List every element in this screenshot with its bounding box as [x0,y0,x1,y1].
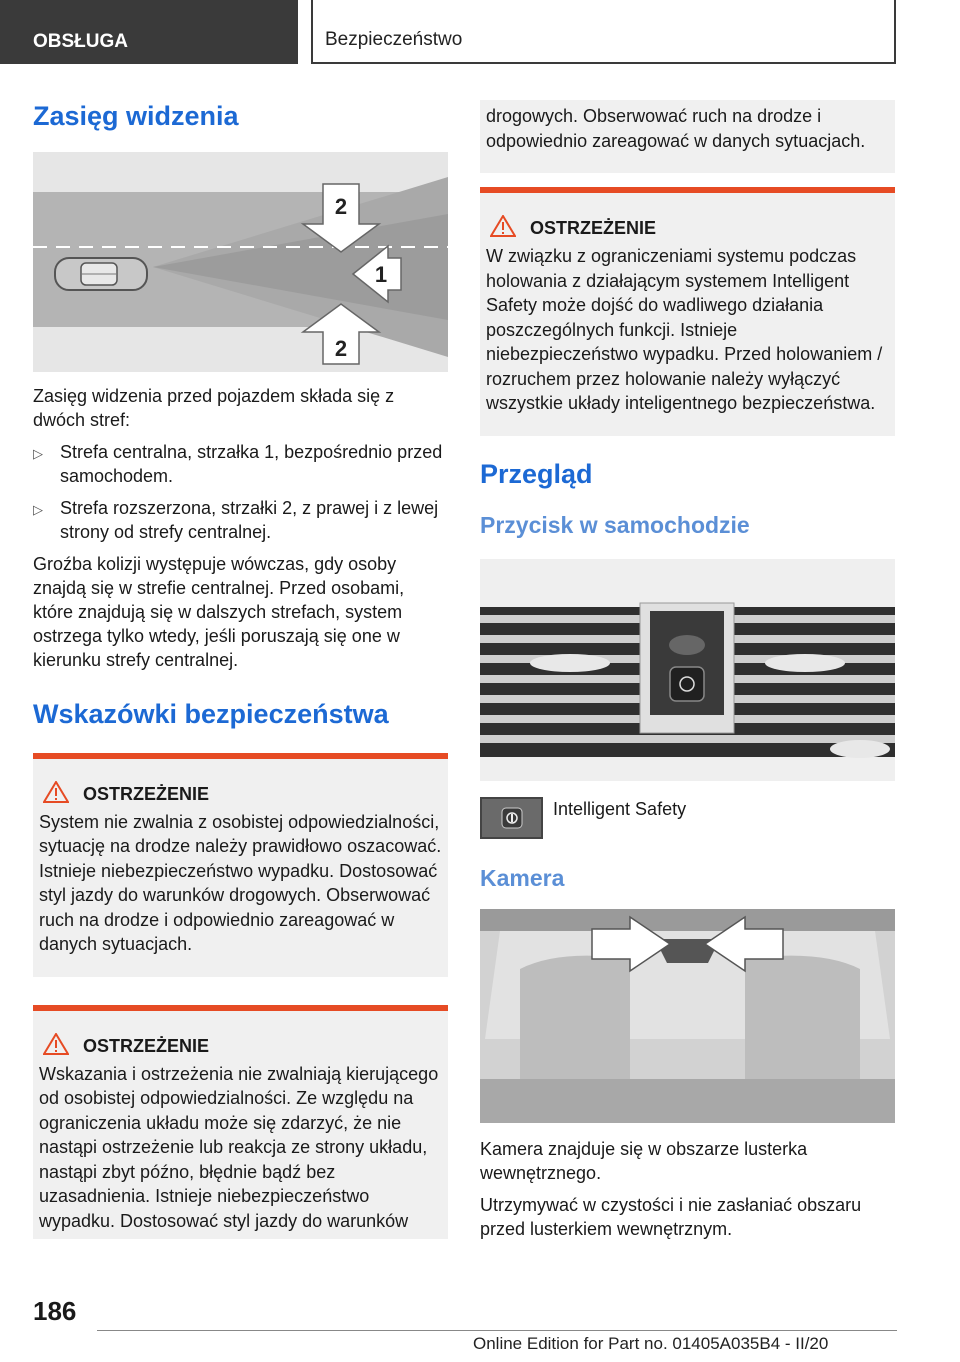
edition-note: Online Edition for Part no. 01405A035B4 - II/20 [473,1334,829,1353]
warning-box [33,1005,448,1240]
list-item: ▷ Strefa centralna, strzałka 1, bezpośrednio przed samochodem. [33,442,443,487]
section-title-field-of-view: Zasięg widzenia [33,101,239,131]
arrow-label-2-bottom: 2 [334,336,348,362]
field-of-view-diagram [33,152,448,372]
warning-text: W związku z ograniczeniami systemu podczas holowania z działającym systemem Intelligent Safety może dojść do wadliwego działania poszczególnych funkcji. Istnieje niebezpieczeństwo wypadku. Przed holowaniem / rozruchem przez holowanie należy wyłączyć wszystkie układy inteligentnego bezpieczeństwa. [486,246,883,413]
left-column [33,96,448,1239]
section-tab: OBSŁUGA [0,0,298,64]
list-item: ▷ Strefa rozszerzona, strzałki 2, z prawej i z lewej strony od strefy centralnej. [33,498,439,543]
subsection-title-camera: Kamera [480,865,565,892]
page-number: 186 [33,1296,77,1326]
camera-location-text: Kamera znajduje się w obszarze lusterka wewnętrznego. [480,1139,808,1184]
warning-text: System nie zwalnia z osobistej odpowiedzialności, sytuację na drodze należy prawidłowo oszacować. Istnieje niebezpieczeństwo wypadku. Dostosować styl jazdy do warunków drogowych. Obserwować ruch na drodze i odpowiednio zareagować w danych sytuacjach. [39,811,442,955]
intelligent-safety-icon [480,797,543,839]
warning-title: OSTRZEŻENIE [83,783,210,804]
bullet-triangle-icon: ▷ [33,446,43,462]
chapter-tab: Bezpieczeństwo [311,0,896,64]
warning-triangle-icon [39,1033,83,1060]
camera-clean-text: Utrzymywać w czystości i nie zasłaniać obszaru przed lusterkiem wewnętrznym. [480,1195,862,1240]
warning-box [33,753,448,977]
warning-continuation: drogowych. Obserwować ruch na drodze i odpowiednio zareagować w danych sytuacjach. [480,100,895,173]
collision-paragraph: Groźba kolizji występuje wówczas, gdy osoby znajdą się w strefie centralnej. Przed osobami, które znajdują się w dalszych strefach, system ostrzega tylko wtedy, jeśli poruszają się one w kierunku strefy centralnej. [33,554,405,671]
field-of-view-intro: Zasięg widzenia przed pojazdem składa się z dwóch stref: [33,386,395,431]
warning-title: OSTRZEŻENIE [530,218,657,238]
warning-text: Wskazania i ostrzeżenia nie zwalniają kierującego od osobistej odpowiedzialności. Ze względu na ograniczenia układu może się zdarzyć, że nie nastąpi ostrzeżenie lub reakcja ze strony układu, nastąpi zbyt późno, błędnie bądź bez uzasadnienia. Istnieje niebezpieczeństwo wypadku. Dostosować styl jazdy do warunków [39,1063,439,1231]
button-label: Intelligent Safety [553,799,687,820]
warning-triangle-icon [486,215,530,242]
warning-title: OSTRZEŻENIE [83,1035,210,1056]
center-console-button-photo [480,559,895,781]
section-title-safety: Wskazówki bezpieczeństwa [33,699,389,730]
arrow-label-1: 1 [374,262,388,288]
arrow-label-2-top: 2 [334,194,348,220]
warning-triangle-icon [39,781,83,808]
car-icon [55,258,147,290]
footer-divider [97,1330,897,1331]
bullet-triangle-icon: ▷ [33,502,43,518]
subsection-title-button: Przycisk w samochodzie [480,511,750,538]
interior-camera-photo [480,909,895,1123]
intelligent-safety-button-icon [670,667,704,701]
page-header [0,0,960,66]
button-legend [480,797,895,839]
section-title-overview: Przegląd [480,458,593,489]
right-column [480,100,895,1241]
warning-box [480,187,895,436]
